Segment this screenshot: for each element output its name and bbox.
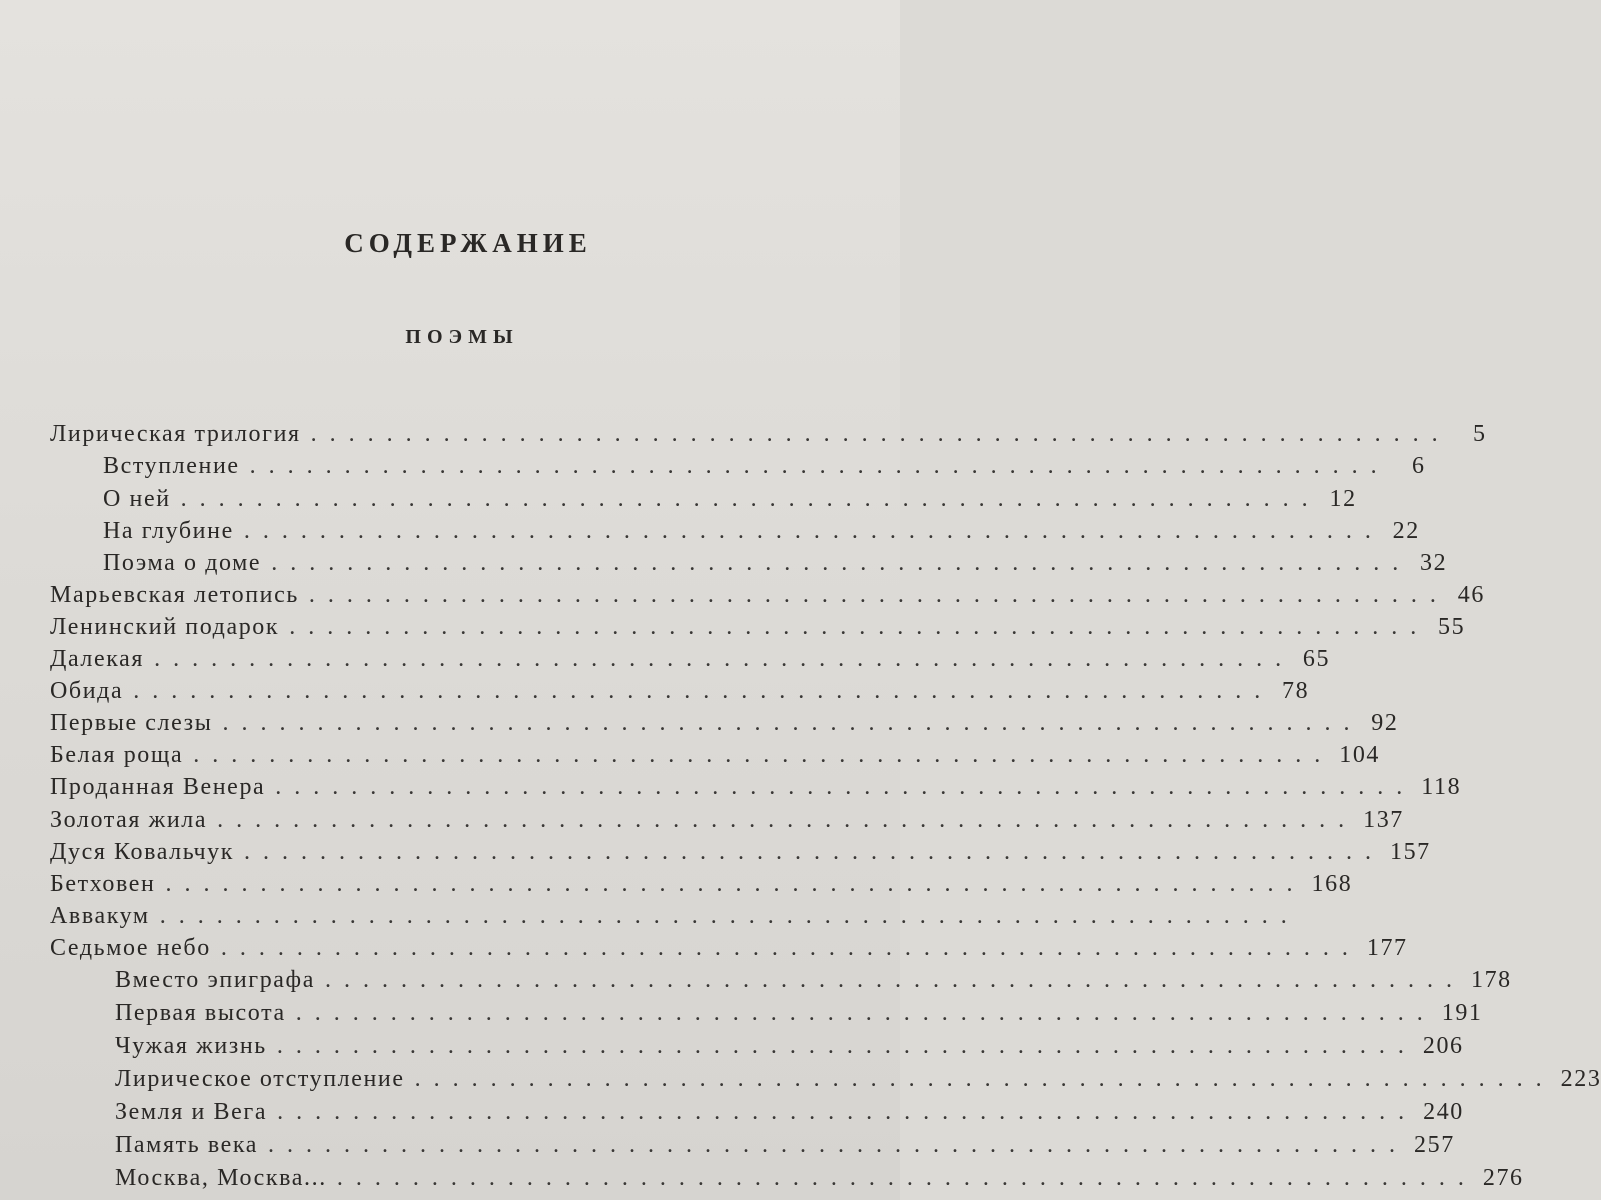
entry-page: 157 [1389, 839, 1431, 865]
dot-leader: ............................................................ [193, 742, 1334, 768]
section-heading: ПОЭМЫ [405, 326, 519, 348]
toc-entry [50, 610, 1466, 644]
entry-title: Москва, Москва... [115, 1165, 327, 1191]
dot-leader: ............................................................ [308, 582, 1449, 608]
dot-leader: ............................................................ [222, 710, 1363, 736]
entry-page: 6 [1412, 453, 1426, 479]
toc-entry [115, 1062, 1601, 1096]
toc-entry [50, 931, 1408, 965]
toc-entry [115, 1095, 1464, 1129]
entry-title: Обида [50, 678, 124, 704]
toc-entry [115, 1161, 1524, 1195]
entry-title: Лирическая трилогия [50, 421, 301, 447]
dot-leader: ............................................................ [180, 486, 1321, 512]
entry-title: Аввакум [50, 903, 150, 929]
entry-page: 240 [1423, 1099, 1464, 1125]
entry-page: 22 [1392, 518, 1420, 544]
entry-title: Первая высота [115, 1000, 286, 1026]
toc-entry [50, 738, 1381, 772]
entry-page: 206 [1422, 1033, 1464, 1059]
entry-page: 118 [1421, 774, 1462, 800]
entry-title: Марьевская летопись [50, 582, 299, 608]
dot-leader: ............................................................ [277, 1099, 1418, 1125]
entry-page: 65 [1302, 646, 1331, 672]
toc-entry [50, 835, 1431, 869]
dot-leader: ............................................................ [220, 935, 1361, 961]
entry-title: Лирическое отступление [115, 1066, 405, 1092]
toc-entry [50, 578, 1485, 612]
entry-title: Далекая [50, 646, 145, 672]
dot-leader: ............................................................ [276, 1033, 1417, 1059]
dot-leader: ............................................................ [154, 646, 1295, 672]
entry-page: 276 [1482, 1165, 1524, 1191]
entry-page: 46 [1457, 582, 1485, 608]
entry-title: Вместо эпиграфа [115, 967, 315, 993]
entry-page: 32 [1419, 550, 1448, 576]
dot-leader: ............................................................ [165, 871, 1306, 897]
entry-page: 137 [1363, 807, 1404, 833]
entry-page: 168 [1311, 871, 1353, 897]
toc-entry [103, 546, 1448, 580]
dot-leader: ............................................................ [414, 1066, 1555, 1092]
entry-title: Земля и Вега [115, 1099, 268, 1125]
entry-title: Золотая жила [50, 807, 208, 833]
dot-leader: ............................................................ [310, 421, 1451, 447]
toc-entry [103, 514, 1420, 548]
entry-page: 257 [1414, 1132, 1455, 1158]
entry-page: 178 [1470, 967, 1512, 993]
dot-leader: ............................................................ [336, 1165, 1477, 1191]
entry-title: О ней [103, 486, 171, 512]
entry-title: Ленинский подарок [50, 614, 280, 640]
entry-page: 5 [1473, 421, 1487, 447]
dot-leader: ............................................................ [159, 903, 1300, 929]
contents-heading: СОДЕРЖАНИЕ [344, 228, 592, 258]
toc-entry [115, 963, 1512, 997]
entry-page: 223 [1560, 1066, 1601, 1092]
toc-entry [50, 417, 1487, 451]
toc-entry [50, 770, 1462, 804]
dot-leader: ............................................................ [249, 453, 1390, 479]
entry-page: 55 [1437, 614, 1466, 640]
entry-title: Память века [115, 1132, 259, 1158]
dot-leader: ............................................................ [324, 967, 1465, 993]
toc-entry [50, 706, 1399, 740]
entry-title: Чужая жизнь [115, 1033, 267, 1059]
toc-entry [115, 1029, 1464, 1063]
dot-leader: ............................................................ [295, 1000, 1436, 1026]
entry-page: 78 [1282, 678, 1310, 704]
entry-page: 92 [1371, 710, 1399, 736]
toc-entry [50, 803, 1404, 837]
dot-leader: ............................................................ [217, 807, 1358, 833]
dot-leader: ............................................................ [133, 678, 1274, 704]
entry-page: 191 [1441, 1000, 1483, 1026]
entry-title: Дуся Ковальчук [50, 839, 234, 865]
dot-leader: ............................................................ [268, 1132, 1409, 1158]
entry-title: Седьмое небо [50, 935, 211, 961]
toc-entry [50, 642, 1331, 676]
entry-page: 177 [1366, 935, 1408, 961]
toc-entry [103, 449, 1426, 483]
toc-entry [50, 674, 1310, 708]
entry-title: Белая роща [50, 742, 184, 768]
entry-title: Поэма о доме [103, 550, 262, 576]
entry-title: Первые слезы [50, 710, 213, 736]
toc-entry [115, 996, 1483, 1030]
dot-leader: ............................................................ [243, 518, 1384, 544]
dot-leader: ............................................................ [289, 614, 1430, 640]
entry-title: Вступление [103, 453, 240, 479]
toc-entry [115, 1128, 1455, 1162]
toc-entry [103, 482, 1357, 516]
entry-title: На глубине [103, 518, 234, 544]
toc-entry [50, 899, 1300, 933]
entry-title: Проданная Венера [50, 774, 266, 800]
entry-title: Бетховен [50, 871, 156, 897]
entry-page: 12 [1329, 486, 1357, 512]
toc-entry [50, 867, 1353, 901]
dot-leader: ............................................................ [243, 839, 1384, 865]
dot-leader: ............................................................ [275, 774, 1416, 800]
dot-leader: ............................................................ [271, 550, 1412, 576]
entry-page: 104 [1339, 742, 1381, 768]
